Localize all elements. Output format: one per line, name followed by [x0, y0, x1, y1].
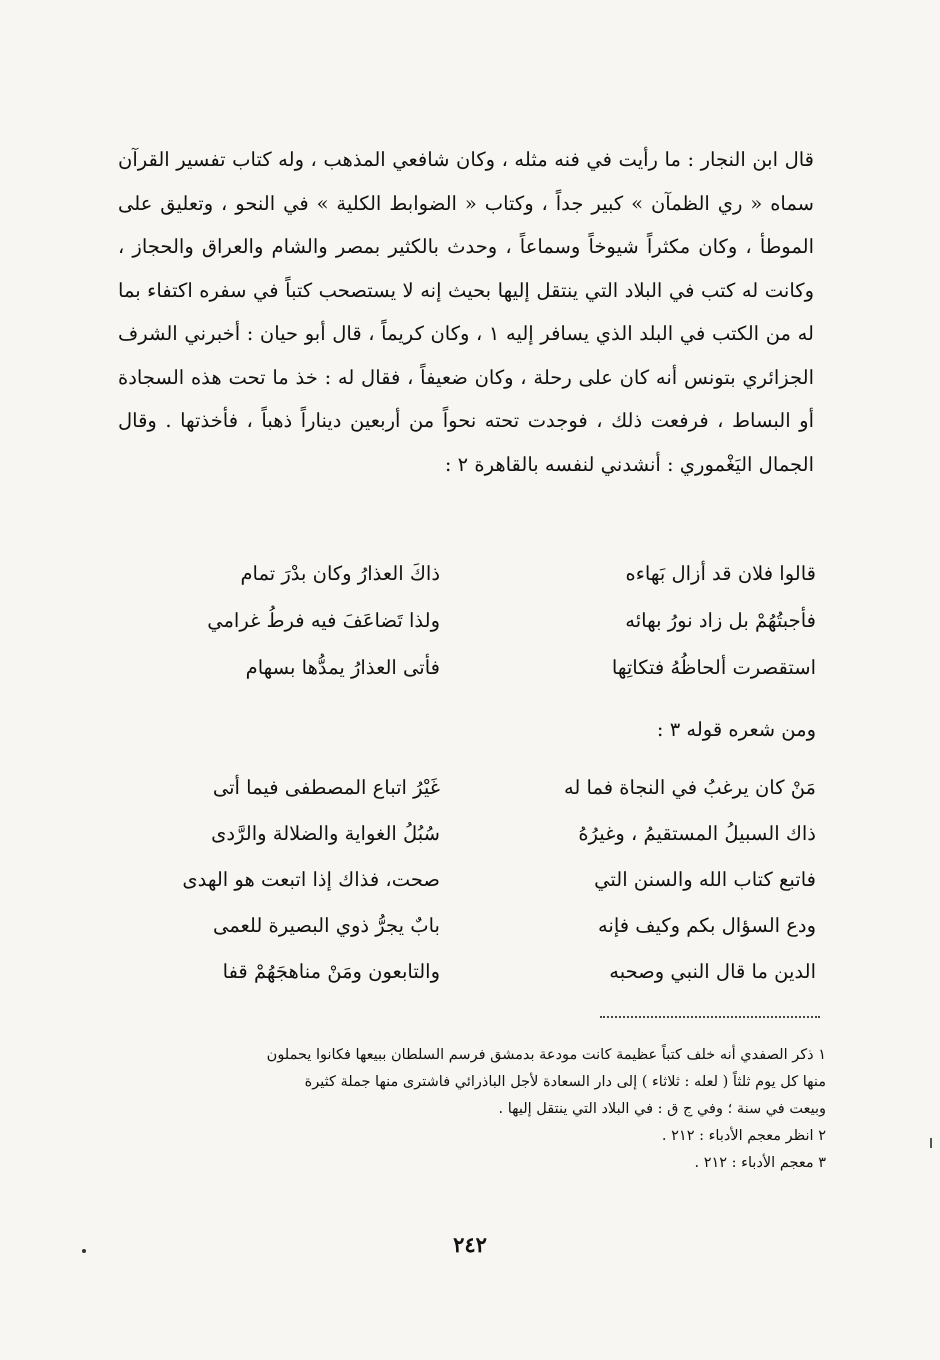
- verse-line: [140, 597, 816, 644]
- footnote-number: ١: [818, 1047, 826, 1063]
- footnote-continuation: منها كل يوم ثلثاً ( لعله : ثلاثاء ) إلى دار السعادة لأجل الباذرائي فاشترى منها جملة كثيرة: [304, 1074, 826, 1090]
- footnote-divider: [600, 1016, 820, 1018]
- verse-first-hemistich: الدين ما قال النبي وصحبه: [609, 960, 816, 983]
- poem-1: [140, 550, 816, 691]
- verse-second-hemistich: ذاكَ العذارُ وكان بدْرَ تمام: [240, 562, 440, 585]
- footnote-text: معجم الأدباء : ٢١٢ .: [694, 1155, 814, 1171]
- poem-2-intro: ومن شعره قوله ٣ :: [656, 718, 816, 741]
- footnote-1: [112, 1042, 826, 1123]
- verse-second-hemistich: صحت، فذاك إذا اتبعت هو الهدى: [182, 868, 440, 891]
- verse-second-hemistich: والتابعون ومَنْ مناهجَهُمْ قفا: [222, 960, 440, 983]
- verse-line: [140, 903, 816, 949]
- verse-second-hemistich: غَيْرُ اتباع المصطفى فيما أتى: [212, 776, 440, 799]
- verse-second-hemistich: سُبُلُ الغواية والضلالة والرَّدى: [211, 822, 440, 845]
- verse-line: [140, 857, 816, 903]
- footnote-number: ٢: [818, 1128, 826, 1144]
- poem-2: [140, 765, 816, 995]
- scan-speck: [82, 1249, 86, 1253]
- paragraph-text: قال ابن النجار : ما رأيت في فنه مثله ، وكان شافعي المذهب ، وله كتاب تفسير القرآن سماه « ري الظمآن » كبير جداً ، وكتاب « الضوابط الكلية » في النحو ، وتعليق على الموطأ ، وكان مكثراً شيوخاً وسماعاً ، وحدث بالكثير بمصر والشام والعراق والحجاز ، وكانت له كتب في البلاد التي ينتقل إليها بحيث إنه لا يستصحب كتباً في سفره اكتفاء بما له من الكتب في البلد الذي يسافر إليه ١ ، وكان كريماً ، قال أبو حيان : أخبرني الشرف الجزائري بتونس أنه كان على رحلة ، وكان ضعيفاً ، فقال له : خذ ما تحت هذه السجادة أو البساط ، فرفعت ذلك ، فوجدت تحته نحواً من أربعين ديناراً ذهباً ، فأخذتها . وقال الجمال اليَغْموري : أنشدني لنفسه بالقاهرة ٢ :: [118, 148, 814, 476]
- verse-line: [140, 644, 816, 691]
- verse-first-hemistich: ودع السؤال بكم وكيف فإنه: [597, 914, 816, 937]
- page-number: ٢٤٢: [453, 1232, 487, 1257]
- footnote-3: [112, 1150, 826, 1177]
- verse-second-hemistich: فأتى العذارُ يمدُّها بسهام: [245, 656, 440, 679]
- scan-speck: [930, 1138, 932, 1148]
- verse-first-hemistich: قالوا فلان قد أزال بَهاءه: [625, 562, 816, 585]
- main-paragraph: [118, 138, 814, 486]
- verse-first-hemistich: فاتبع كتاب الله والسنن التي: [594, 868, 816, 891]
- verse-line: [140, 811, 816, 857]
- footnote-number: ٣: [818, 1155, 826, 1171]
- verse-first-hemistich: فأجبتُهُمْ بل زاد نورُ بهائه: [625, 609, 816, 632]
- footnote-text: ذكر الصفدي أنه خلف كتباً عظيمة كانت مودعة بدمشق فرسم السلطان ببيعها فكانوا يحملون: [266, 1047, 814, 1063]
- footnote-2: [112, 1123, 826, 1150]
- verse-second-hemistich: ولذا تَضاعَفَ فيه فرطُ غرامي: [207, 609, 440, 632]
- footnote-continuation: وبيعت في سنة ؛ وفي ج ق : في البلاد التي ينتقل إليها .: [498, 1101, 826, 1117]
- verse-first-hemistich: مَنْ كان يرغبُ في النجاة فما له: [563, 776, 816, 799]
- verse-line: [140, 550, 816, 597]
- footnotes: [112, 1042, 826, 1177]
- verse-second-hemistich: بابٌ يجرُّ ذوي البصيرة للعمى: [212, 914, 440, 937]
- verse-line: [140, 765, 816, 811]
- footnote-text: انظر معجم الأدباء : ٢١٢ .: [661, 1128, 814, 1144]
- verse-first-hemistich: استقصرت ألحاظُهُ فتكاتِها: [611, 656, 816, 679]
- verse-line: [140, 949, 816, 995]
- verse-first-hemistich: ذاك السبيلُ المستقيمُ ، وغيرُهُ: [578, 822, 816, 845]
